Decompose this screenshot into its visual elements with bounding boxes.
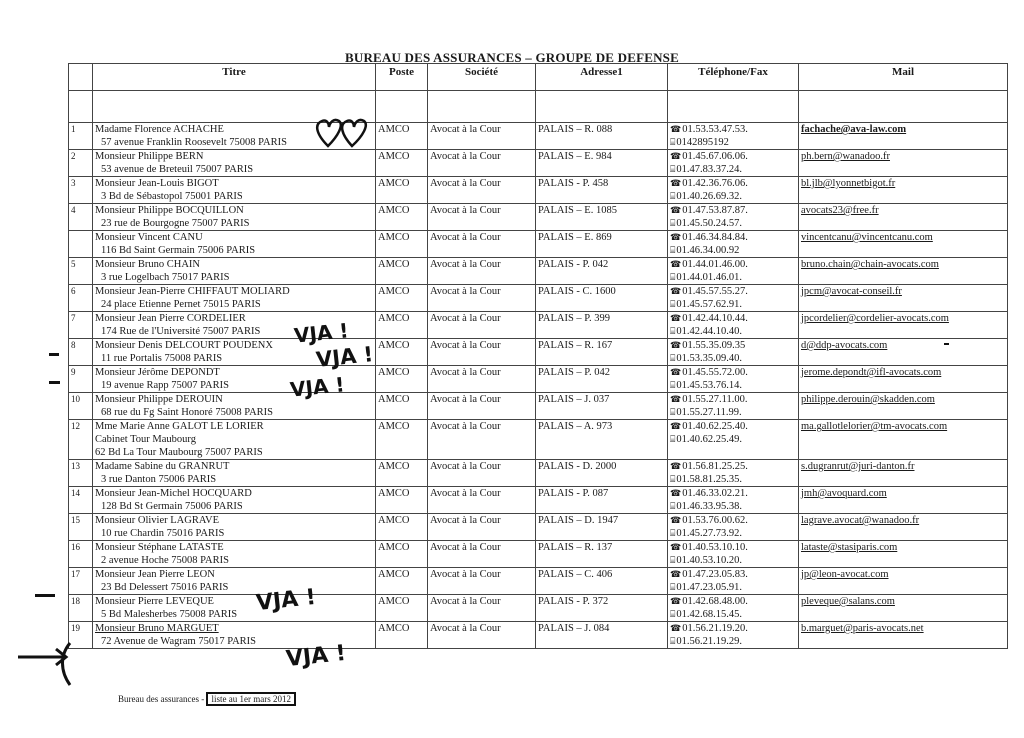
cell-poste: AMCO — [376, 231, 428, 258]
cell-telephone — [668, 622, 799, 649]
cell-adresse: PALAIS – J. 037 — [536, 393, 668, 420]
cell-telephone — [668, 568, 799, 595]
row-number — [69, 231, 93, 258]
table-row — [69, 595, 1008, 622]
fax-icon: ⌸ — [670, 636, 676, 646]
cell-mail[interactable]: s.dugranrut@juri-danton.fr — [799, 460, 1008, 487]
handwritten-mark-row9: VJA ! — [288, 372, 346, 402]
cell-adresse: PALAIS – C. 406 — [536, 568, 668, 595]
cell-poste: AMCO — [376, 285, 428, 312]
fax-number: 01.53.35.09.40. — [676, 353, 743, 364]
header-societe: Société — [428, 64, 536, 91]
fax-number: 01.55.27.11.99. — [676, 407, 742, 418]
cell-titre — [93, 231, 376, 258]
cell-telephone — [668, 420, 799, 460]
cell-societe: Avocat à la Cour — [428, 541, 536, 568]
hand-drawn-hearts-icon — [314, 116, 370, 150]
contact-address: 174 Rue de l'Université 75007 PARIS — [101, 326, 261, 337]
fax-number: 01.44.01.46.01. — [676, 272, 743, 283]
table-row — [69, 312, 1008, 339]
fax-number: 01.46.34.00.92 — [676, 245, 740, 256]
table-row — [69, 204, 1008, 231]
fax-icon: ⌸ — [670, 407, 676, 417]
cell-telephone — [668, 123, 799, 150]
cell-telephone — [668, 177, 799, 204]
cell-mail[interactable]: jpcm@avocat-conseil.fr — [799, 285, 1008, 312]
row-number: 15 — [69, 514, 93, 541]
contact-address: 24 place Etienne Pernet 75015 PARIS — [101, 299, 261, 310]
fax-number: 01.40.62.25.49. — [676, 434, 743, 445]
table-row — [69, 150, 1008, 177]
telephone-icon: ☎ — [670, 488, 682, 498]
cell-societe: Avocat à la Cour — [428, 568, 536, 595]
cell-telephone — [668, 514, 799, 541]
fax-icon: ⌸ — [670, 245, 676, 255]
telephone-icon: ☎ — [670, 596, 682, 606]
cell-societe: Avocat à la Cour — [428, 460, 536, 487]
phone-number: 01.40.53.10.10. — [682, 542, 748, 553]
cell-societe: Avocat à la Cour — [428, 514, 536, 541]
row-number: 10 — [69, 393, 93, 420]
table-row — [69, 487, 1008, 514]
contact-name: Monsieur Bruno CHAIN — [95, 259, 200, 270]
cell-telephone — [668, 460, 799, 487]
contact-address: 3 rue Danton 75006 PARIS — [101, 474, 217, 485]
fax-number: 01.45.27.73.92. — [676, 528, 743, 539]
contact-address: 68 rue du Fg Saint Honoré 75008 PARIS — [101, 407, 273, 418]
cell-poste: AMCO — [376, 312, 428, 339]
cell-poste: AMCO — [376, 258, 428, 285]
cell-telephone — [668, 285, 799, 312]
row-number: 7 — [69, 312, 93, 339]
cell-adresse: PALAIS – P. 399 — [536, 312, 668, 339]
cell-titre — [93, 258, 376, 285]
row-number: 2 — [69, 150, 93, 177]
row-number: 9 — [69, 366, 93, 393]
row-number: 5 — [69, 258, 93, 285]
handwritten-dash-row8 — [49, 353, 59, 356]
contact-address: 3 Bd de Sébastopol 75001 PARIS — [101, 191, 243, 202]
row-number: 13 — [69, 460, 93, 487]
fax-icon: ⌸ — [670, 528, 676, 538]
contacts-table — [68, 63, 1008, 649]
cell-adresse: PALAIS – R. 088 — [536, 123, 668, 150]
row-number: 18 — [69, 595, 93, 622]
table-row — [69, 420, 1008, 460]
contact-cabinet: Cabinet Tour Maubourg — [95, 434, 196, 445]
fax-icon: ⌸ — [670, 137, 676, 147]
fax-number: 01.42.68.15.45. — [676, 609, 743, 620]
table-row — [69, 541, 1008, 568]
cell-societe: Avocat à la Cour — [428, 366, 536, 393]
cell-poste: AMCO — [376, 541, 428, 568]
cell-poste: AMCO — [376, 487, 428, 514]
fax-number: 01.58.81.25.35. — [676, 474, 743, 485]
header-poste: Poste — [376, 64, 428, 91]
hand-drawn-arrow-icon — [14, 639, 74, 687]
table-row — [69, 393, 1008, 420]
cell-mail[interactable]: jp@leon-avocat.com — [799, 568, 1008, 595]
phone-number: 01.42.36.76.06. — [682, 178, 748, 189]
cell-adresse: PALAIS – R. 167 — [536, 339, 668, 366]
cell-adresse: PALAIS – A. 973 — [536, 420, 668, 460]
cell-mail[interactable]: jmh@avoquard.com — [799, 487, 1008, 514]
contact-address: 5 Bd Malesherbes 75008 PARIS — [101, 609, 238, 620]
contact-name: Monsieur Philippe BERN — [95, 151, 204, 162]
cell-societe: Avocat à la Cour — [428, 123, 536, 150]
telephone-icon: ☎ — [670, 623, 682, 633]
cell-titre — [93, 177, 376, 204]
footer — [118, 694, 296, 704]
handwritten-mark-row17: VJA ! — [254, 584, 318, 617]
contact-address: 11 rue Portalis 75008 PARIS — [101, 353, 223, 364]
telephone-icon: ☎ — [670, 259, 682, 269]
contact-name: Madame Sabine du GRANRUT — [95, 461, 230, 472]
contact-name: Madame Florence ACHACHE — [95, 124, 224, 135]
cell-telephone — [668, 339, 799, 366]
contact-address: 53 avenue de Breteuil 75007 PARIS — [101, 164, 254, 175]
contact-name: Monsieur Philippe BOCQUILLON — [95, 205, 244, 216]
phone-number: 01.55.35.09.35 — [682, 340, 746, 351]
telephone-icon: ☎ — [670, 313, 682, 323]
fax-icon: ⌸ — [670, 609, 676, 619]
fax-number: 01.47.83.37.24. — [676, 164, 743, 175]
row-number: 19 — [69, 622, 93, 649]
fax-icon: ⌸ — [670, 326, 676, 336]
fax-icon: ⌸ — [670, 501, 676, 511]
fax-number: 01.56.21.19.29. — [676, 636, 743, 647]
cell-adresse: PALAIS - P. 372 — [536, 595, 668, 622]
telephone-icon: ☎ — [670, 421, 682, 431]
cell-poste: AMCO — [376, 514, 428, 541]
phone-number: 01.45.57.55.27. — [682, 286, 748, 297]
blank-row — [69, 91, 1008, 123]
row-number: 4 — [69, 204, 93, 231]
cell-telephone — [668, 312, 799, 339]
table-row — [69, 460, 1008, 487]
phone-number: 01.47.53.87.87. — [682, 205, 748, 216]
contact-address: 72 Avenue de Wagram 75017 PARIS — [101, 636, 256, 647]
telephone-icon: ☎ — [670, 542, 682, 552]
cell-mail[interactable]: jerome.depondt@ifl-avocats.com — [799, 366, 1008, 393]
cell-telephone — [668, 393, 799, 420]
cell-adresse: PALAIS - D. 2000 — [536, 460, 668, 487]
cell-adresse: PALAIS – D. 1947 — [536, 514, 668, 541]
fax-number: 01.47.23.05.91. — [676, 582, 743, 593]
contact-address: 128 Bd St Germain 75006 PARIS — [101, 501, 243, 512]
cell-adresse: PALAIS – E. 984 — [536, 150, 668, 177]
handwritten-dot — [944, 343, 949, 345]
cell-adresse: PALAIS – R. 137 — [536, 541, 668, 568]
fax-number: 01.40.53.10.20. — [676, 555, 743, 566]
phone-number: 01.53.76.00.62. — [682, 515, 748, 526]
phone-number: 01.45.67.06.06. — [682, 151, 748, 162]
cell-telephone — [668, 231, 799, 258]
cell-adresse: PALAIS – E. 869 — [536, 231, 668, 258]
fax-icon: ⌸ — [670, 434, 676, 444]
cell-societe: Avocat à la Cour — [428, 204, 536, 231]
contact-address: 3 rue Logelbach 75017 PARIS — [101, 272, 230, 283]
phone-number: 01.56.21.19.20. — [682, 623, 748, 634]
cell-telephone — [668, 366, 799, 393]
phone-number: 01.55.27.11.00. — [682, 394, 748, 405]
cell-poste: AMCO — [376, 595, 428, 622]
contact-address: 23 Bd Delessert 75016 PARIS — [101, 582, 229, 593]
contact-address: 2 avenue Hoche 75008 PARIS — [101, 555, 229, 566]
header-adresse: Adresse1 — [536, 64, 668, 91]
row-number: 12 — [69, 420, 93, 460]
telephone-icon: ☎ — [670, 569, 682, 579]
cell-mail[interactable]: pleveque@salans.com — [799, 595, 1008, 622]
contact-name: Monsieur Vincent CANU — [95, 232, 203, 243]
table-row — [69, 514, 1008, 541]
cell-titre — [93, 595, 376, 622]
contact-address: 19 avenue Rapp 75007 PARIS — [101, 380, 229, 391]
cell-adresse: PALAIS – J. 084 — [536, 622, 668, 649]
cell-mail[interactable]: avocats23@free.fr — [799, 204, 1008, 231]
telephone-icon: ☎ — [670, 178, 682, 188]
header-titre: Titre — [93, 64, 376, 91]
cell-adresse: PALAIS - C. 1600 — [536, 285, 668, 312]
cell-poste: AMCO — [376, 150, 428, 177]
phone-number: 01.46.33.02.21. — [682, 488, 748, 499]
cell-societe: Avocat à la Cour — [428, 339, 536, 366]
header-mail: Mail — [799, 64, 1008, 91]
handwritten-mark-row7: VJA ! — [292, 318, 350, 348]
fax-number: 01.46.33.95.38. — [676, 501, 743, 512]
fax-icon: ⌸ — [670, 380, 676, 390]
table-row — [69, 285, 1008, 312]
contact-name: Monsieur Denis DELCOURT POUDENX — [95, 340, 273, 351]
table-row — [69, 568, 1008, 595]
phone-number: 01.46.34.84.84. — [682, 232, 748, 243]
fax-icon: ⌸ — [670, 218, 676, 228]
telephone-icon: ☎ — [670, 286, 682, 296]
table-row — [69, 366, 1008, 393]
phone-number: 01.42.44.10.44. — [682, 313, 748, 324]
cell-mail[interactable]: ma.gallotlelorier@tm-avocats.com — [799, 420, 1008, 460]
fax-icon: ⌸ — [670, 191, 676, 201]
fax-number: 01.45.53.76.14. — [676, 380, 743, 391]
cell-adresse: PALAIS – E. 1085 — [536, 204, 668, 231]
cell-mail[interactable]: philippe.derouin@skadden.com — [799, 393, 1008, 420]
cell-societe: Avocat à la Cour — [428, 393, 536, 420]
contact-address: 23 rue de Bourgogne 75007 PARIS — [101, 218, 250, 229]
fax-number: 01.45.57.62.91. — [676, 299, 743, 310]
header-number — [69, 64, 93, 91]
footer-prefix: Bureau des assurances - — [118, 694, 205, 704]
cell-poste: AMCO — [376, 339, 428, 366]
cell-mail[interactable]: lataste@stasiparis.com — [799, 541, 1008, 568]
table-row — [69, 231, 1008, 258]
handwritten-dash-row9 — [49, 381, 60, 384]
table-row — [69, 177, 1008, 204]
contact-name: Monsieur Jérôme DEPONDT — [95, 367, 220, 378]
cell-titre — [93, 568, 376, 595]
fax-icon: ⌸ — [670, 555, 676, 565]
contact-name: Monsieur Jean Pierre CORDELIER — [95, 313, 246, 324]
cell-poste: AMCO — [376, 204, 428, 231]
contact-name: Monsieur Philippe DEROUIN — [95, 394, 223, 405]
cell-societe: Avocat à la Cour — [428, 150, 536, 177]
cell-societe: Avocat à la Cour — [428, 595, 536, 622]
cell-societe: Avocat à la Cour — [428, 177, 536, 204]
footer-date-box: liste au 1er mars 2012 — [206, 692, 295, 706]
cell-mail[interactable]: d@ddp-avocats.com — [799, 339, 1008, 366]
phone-number: 01.45.55.72.00. — [682, 367, 748, 378]
cell-mail[interactable]: fachache@ava-law.com — [799, 123, 1008, 150]
cell-titre — [93, 150, 376, 177]
table-row — [69, 339, 1008, 366]
cell-telephone — [668, 150, 799, 177]
cell-telephone — [668, 541, 799, 568]
cell-poste: AMCO — [376, 123, 428, 150]
cell-mail[interactable]: lagrave.avocat@wanadoo.fr — [799, 514, 1008, 541]
row-number: 14 — [69, 487, 93, 514]
contact-name: Monsieur Olivier LAGRAVE — [95, 515, 220, 526]
cell-mail[interactable]: jpcordelier@cordelier-avocats.com — [799, 312, 1008, 339]
handwritten-mark-row8: VJA ! — [314, 342, 375, 372]
telephone-icon: ☎ — [670, 367, 682, 377]
row-number: 1 — [69, 123, 93, 150]
table-row — [69, 622, 1008, 649]
cell-telephone — [668, 595, 799, 622]
cell-adresse: PALAIS - P. 042 — [536, 258, 668, 285]
telephone-icon: ☎ — [670, 515, 682, 525]
cell-poste: AMCO — [376, 366, 428, 393]
cell-societe: Avocat à la Cour — [428, 285, 536, 312]
cell-societe: Avocat à la Cour — [428, 622, 536, 649]
contact-name: Monsieur Jean Pierre LEON — [95, 569, 215, 580]
contact-name: Monsieur Stéphane LATASTE — [95, 542, 224, 553]
phone-number: 01.40.62.25.40. — [682, 421, 748, 432]
fax-icon: ⌸ — [670, 272, 676, 282]
handwritten-mark-row19: VJA ! — [284, 640, 348, 673]
phone-number: 01.53.53.47.53. — [682, 124, 748, 135]
cell-poste: AMCO — [376, 420, 428, 460]
telephone-icon: ☎ — [670, 124, 682, 134]
cell-titre — [93, 204, 376, 231]
cell-titre — [93, 487, 376, 514]
header-telephone: Téléphone/Fax — [668, 64, 799, 91]
cell-poste: AMCO — [376, 568, 428, 595]
telephone-icon: ☎ — [670, 232, 682, 242]
contact-name: Monsieur Jean-Louis BIGOT — [95, 178, 219, 189]
row-number: 6 — [69, 285, 93, 312]
table-header-row — [69, 64, 1008, 91]
telephone-icon: ☎ — [670, 151, 682, 161]
phone-number: 01.47.23.05.83. — [682, 569, 748, 580]
fax-number: 01.42.44.10.40. — [676, 326, 743, 337]
contact-address: 116 Bd Saint Germain 75006 PARIS — [101, 245, 256, 256]
handwritten-dash-row17 — [35, 594, 55, 597]
cell-adresse: PALAIS - P. 458 — [536, 177, 668, 204]
cell-titre — [93, 541, 376, 568]
fax-number: 0142895192 — [676, 137, 729, 148]
cell-poste: AMCO — [376, 460, 428, 487]
fax-icon: ⌸ — [670, 299, 676, 309]
contact-name: Monsieur Pierre LEVEQUE — [95, 596, 214, 607]
row-number: 16 — [69, 541, 93, 568]
row-number: 17 — [69, 568, 93, 595]
cell-mail[interactable]: ph.bern@wanadoo.fr — [799, 150, 1008, 177]
cell-titre — [93, 514, 376, 541]
fax-icon: ⌸ — [670, 474, 676, 484]
telephone-icon: ☎ — [670, 340, 682, 350]
cell-poste: AMCO — [376, 393, 428, 420]
row-number: 3 — [69, 177, 93, 204]
cell-societe: Avocat à la Cour — [428, 231, 536, 258]
row-number: 8 — [69, 339, 93, 366]
cell-telephone — [668, 487, 799, 514]
table-row — [69, 123, 1008, 150]
contact-name: Monsieur Jean-Pierre CHIFFAUT MOLIARD — [95, 286, 290, 297]
telephone-icon: ☎ — [670, 394, 682, 404]
contact-address: 57 avenue Franklin Roosevelt 75008 PARIS — [101, 137, 287, 148]
telephone-icon: ☎ — [670, 205, 682, 215]
contact-name: Monsieur Jean-Michel HOCQUARD — [95, 488, 252, 499]
cell-societe: Avocat à la Cour — [428, 312, 536, 339]
cell-mail[interactable]: b.marguet@paris-avocats.net — [799, 622, 1008, 649]
cell-mail[interactable]: vincentcanu@vincentcanu.com — [799, 231, 1008, 258]
cell-titre — [93, 460, 376, 487]
phone-number: 01.44.01.46.00. — [682, 259, 748, 270]
fax-icon: ⌸ — [670, 353, 676, 363]
fax-number: 01.45.50.24.57. — [676, 218, 743, 229]
table-row — [69, 258, 1008, 285]
fax-icon: ⌸ — [670, 164, 676, 174]
cell-telephone — [668, 204, 799, 231]
telephone-icon: ☎ — [670, 461, 682, 471]
cell-telephone — [668, 258, 799, 285]
cell-societe: Avocat à la Cour — [428, 487, 536, 514]
contact-name: Mme Marie Anne GALOT LE LORIER — [95, 421, 264, 432]
phone-number: 01.42.68.48.00. — [682, 596, 748, 607]
fax-number: 01.40.26.69.32. — [676, 191, 743, 202]
cell-societe: Avocat à la Cour — [428, 420, 536, 460]
cell-adresse: PALAIS - P. 087 — [536, 487, 668, 514]
cell-titre — [93, 420, 376, 460]
cell-mail[interactable]: bruno.chain@chain-avocats.com — [799, 258, 1008, 285]
contact-name: Monsieur Bruno MARGUET — [95, 623, 219, 634]
document-title: BUREAU DES ASSURANCES – GROUPE DE DEFENSE — [345, 50, 679, 65]
cell-mail[interactable]: bl.jlb@lyonnetbigot.fr — [799, 177, 1008, 204]
contact-address: 62 Bd La Tour Maubourg 75007 PARIS — [95, 447, 263, 458]
cell-titre — [93, 285, 376, 312]
phone-number: 01.56.81.25.25. — [682, 461, 748, 472]
cell-poste: AMCO — [376, 177, 428, 204]
contact-address: 10 rue Chardin 75016 PARIS — [101, 528, 225, 539]
cell-societe: Avocat à la Cour — [428, 258, 536, 285]
fax-icon: ⌸ — [670, 582, 676, 592]
cell-adresse: PALAIS – P. 042 — [536, 366, 668, 393]
cell-poste: AMCO — [376, 622, 428, 649]
